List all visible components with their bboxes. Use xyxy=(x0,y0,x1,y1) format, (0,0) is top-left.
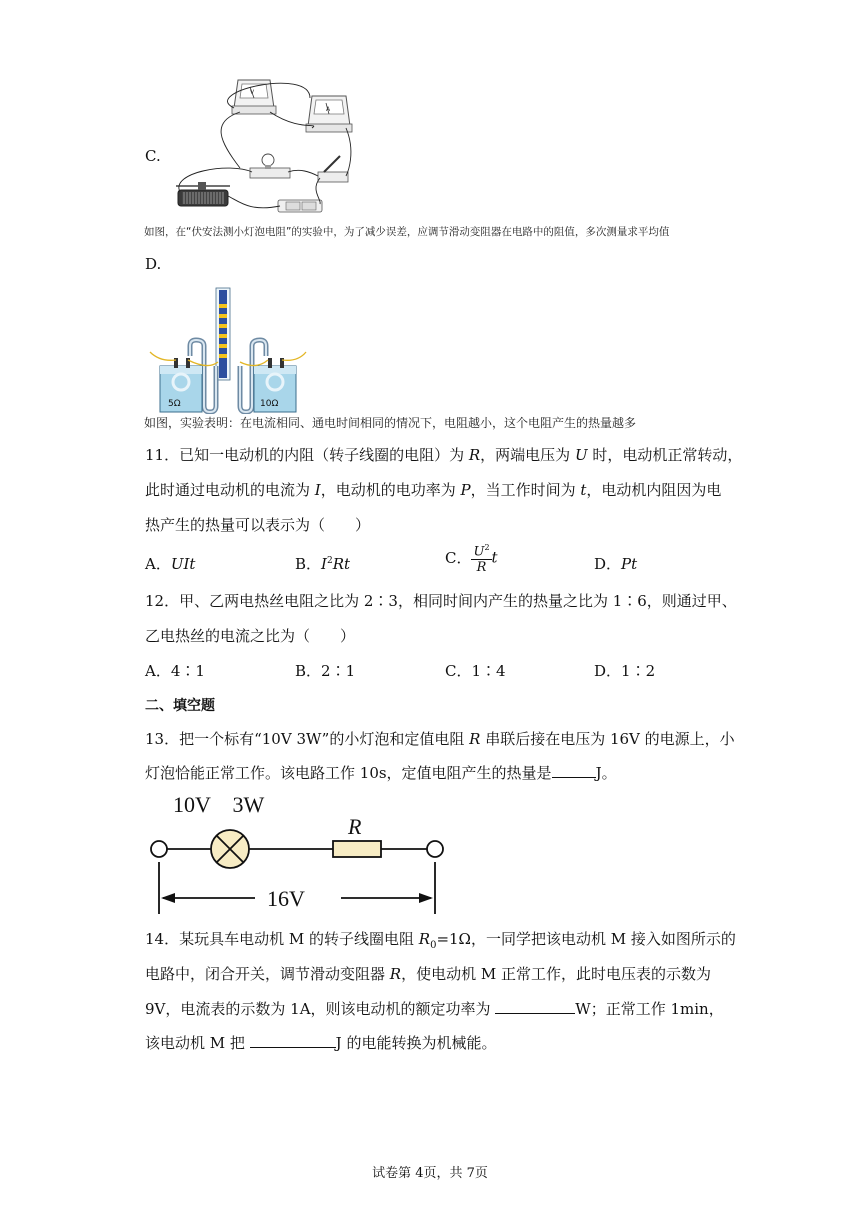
q14-power-blank[interactable] xyxy=(495,999,575,1014)
q12-option-b: B．2∶1 xyxy=(295,662,356,680)
q14-line2: 电路中，闭合开关，调节滑动变阻器 R，使电动机 M 正常工作，此时电压表的示数为 xyxy=(145,965,711,983)
ammeter-icon xyxy=(306,96,352,132)
switch-icon xyxy=(318,156,348,182)
right-terminal-icon xyxy=(427,841,443,857)
q11-line2: 此时通过电动机的电流为 I，电动机的电功率为 P，当工作时间为 t，电动机内阻因为电 xyxy=(145,481,722,499)
joule-heating-apparatus-image xyxy=(148,286,308,414)
svg-text:V: V xyxy=(250,89,255,96)
rheostat-icon xyxy=(176,182,230,206)
right-resistor-label: 10Ω xyxy=(260,399,279,409)
lamp-icon xyxy=(211,830,249,868)
svg-text:A: A xyxy=(326,106,331,113)
option-d-letter: D. xyxy=(145,255,162,273)
q12-option-c: C．1∶4 xyxy=(445,662,506,680)
option-d-caption: 如图，实验表明：在电流相同、通电时间相同的情况下，电阻越小，这个电阻产生的热量越多 xyxy=(144,416,637,430)
option-c-caption: 如图，在“伏安法测小灯泡电阻”的实验中，为了减少误差，应调节滑动变阻器在电路中的阻值，多次测量求平均值 xyxy=(144,226,670,238)
left-terminal-icon xyxy=(151,841,167,857)
q11-line3: 热产生的热量可以表示为（ ） xyxy=(145,516,371,534)
source-voltage-label: 16V xyxy=(267,886,305,911)
voltammetry-circuit-image xyxy=(170,72,360,220)
q11-option-a: A．UIt xyxy=(145,555,196,573)
q11-option-c: C． $\frac{U^2}{R}$ t xyxy=(445,540,498,575)
q14-line4: 该电动机 M 把 J 的电能转换为机械能。 xyxy=(145,1034,497,1052)
battery-icon xyxy=(278,200,322,212)
series-circuit-diagram xyxy=(145,790,455,915)
q14-line3: 9V，电流表的示数为 1A，则该电动机的额定功率为 W；正常工作 1min， xyxy=(145,1000,724,1018)
q14-energy-blank[interactable] xyxy=(250,1033,336,1048)
q12-line1: 12．甲、乙两电热丝电阻之比为 2∶3，相同时间内产生的热量之比为 1∶6，则通过甲、 xyxy=(145,592,737,610)
bulb-rating-label: 10V 3W xyxy=(173,792,265,817)
q13-line2: 灯泡恰能正常工作。该电路工作 10s，定值电阻产生的热量是 J。 xyxy=(145,764,617,782)
q11-line1: 11．已知一电动机的内阻（转子线圈的电阻）为 R，两端电压为 U 时，电动机正常转动， xyxy=(145,446,743,464)
bulb-icon xyxy=(250,154,290,178)
resistor-icon xyxy=(333,841,381,857)
option-c-letter: C. xyxy=(145,147,161,165)
voltmeter-icon xyxy=(232,80,276,114)
q13-answer-blank[interactable] xyxy=(552,763,596,778)
q11-option-d: D．Pt xyxy=(594,555,638,573)
left-container-icon xyxy=(160,358,202,412)
q12-option-d: D．1∶2 xyxy=(594,662,656,680)
left-resistor-label: 5Ω xyxy=(168,399,181,409)
q12-option-a: A．4∶1 xyxy=(145,662,205,680)
q13-line1: 13．把一个标有“10V 3W”的小灯泡和定值电阻 R 串联后接在电压为 16V 的电源上，小 xyxy=(145,730,735,748)
page-footer: 试卷第 4页，共 7页 xyxy=(372,1166,488,1181)
resistor-label: R xyxy=(348,814,362,839)
q12-line2: 乙电热丝的电流之比为（ ） xyxy=(145,627,356,645)
section-heading: 二、填空题 xyxy=(145,698,215,714)
q11-option-b: B．$I^2Rt$ xyxy=(295,555,351,573)
q14-line1: 14．某玩具车电动机 M 的转子线圈电阻 $R_0=1\Omega$，一同学把该电动机 M 接入如图所示的 xyxy=(145,930,736,951)
